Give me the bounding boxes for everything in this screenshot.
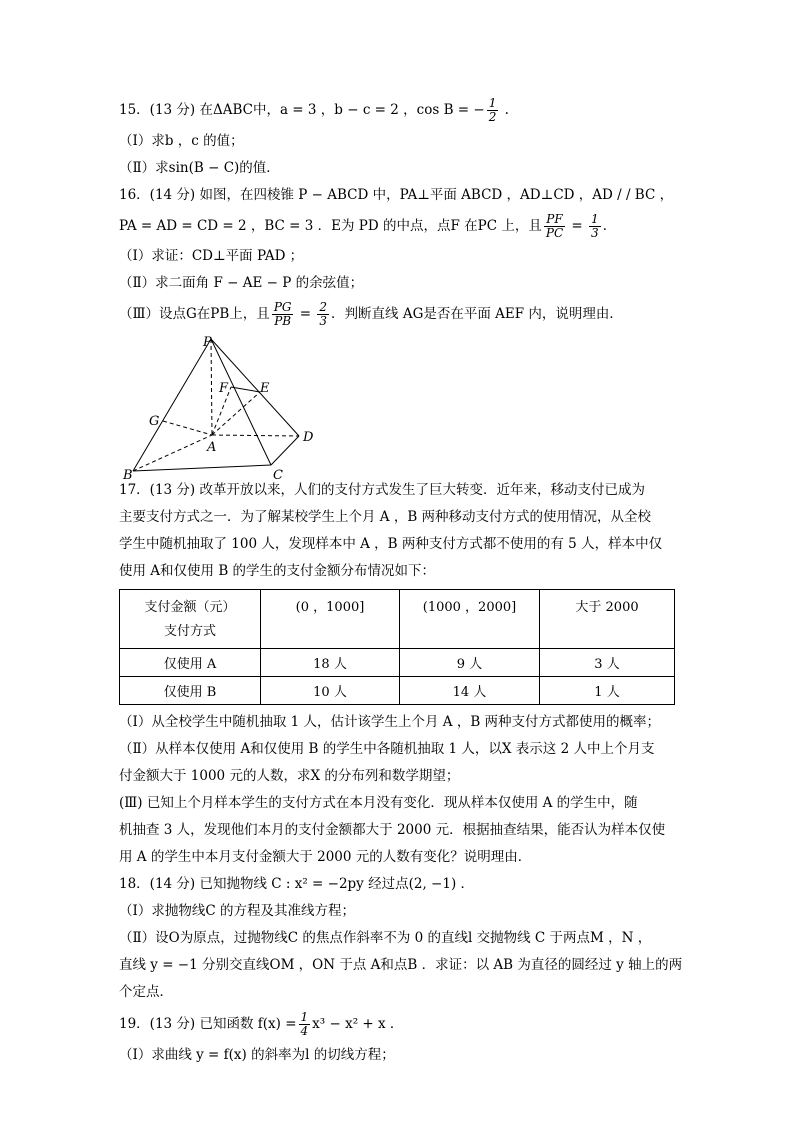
table-cell: 1 人 [540, 677, 675, 705]
problem-17-stem-line-4: 使用 A和仅使用 B 的学生的支付金额分布情况如下： [119, 563, 436, 579]
fraction: $\frac{1}{2}$ [488, 96, 497, 124]
problem-15-part-2: （Ⅱ）求sin(B − C)的值． [119, 160, 280, 176]
label-C: C [273, 468, 283, 480]
problem-19-part-1: （Ⅰ）求曲线 y = f(x) 的斜率为l 的切线方程； [119, 1047, 395, 1063]
problem-16-stem-line-2: PA = AD = CD = 2 ，BC = 3 ．E为 PD 的中点，点F 在PC 上，且 $\frac{PF}{PC}$ = $\frac{1}{3}$ ． [119, 212, 617, 240]
problem-18-part-1: （Ⅰ）求抛物线C 的方程及其准线方程； [119, 903, 355, 919]
problem-15-stem: 15．(13 分) 在ΔABC中，a = 3 ，b − c = 2 ，cos B = − $\frac{1}{2}$ . [119, 96, 509, 124]
table-cell: 10 人 [261, 677, 400, 705]
edge-CD [271, 436, 299, 465]
fraction: $\frac{2}{3}$ [319, 300, 328, 328]
problem-17-part-3-line-2: 机抽查 3 人，发现他们本月的支付金额都大于 2000 元．根据抽查结果，能否认为样本仅使 [119, 822, 666, 838]
table-header-cell: (1000 ，2000] [400, 590, 540, 649]
table-header-cell: 支付金额（元） 支付方式 [120, 590, 261, 649]
problem-17-part-3-line-3: 用 A 的学生中本月支付金额大于 2000 元的人数有变化？说明理由． [119, 849, 532, 865]
label-B: B [123, 468, 133, 480]
table-cell: 14 人 [400, 677, 540, 705]
pyramid-diagram [119, 335, 339, 480]
exam-page [119, 92, 683, 1069]
problem-16-part-2: （Ⅱ）求二面角 F − AE − P 的余弦值； [119, 275, 364, 291]
problem-17-part-2-line-2: 付金额大于 1000 元的人数，求X 的分布列和数学期望； [119, 768, 460, 784]
problem-18-part-2-line-1: （Ⅱ）设O为原点，过抛物线C 的焦点作斜率不为 0 的直线l 交抛物线 C 于两点M ，N ， [119, 930, 652, 946]
edge-PC [211, 339, 271, 465]
fraction: $\frac{PF}{PC}$ [545, 212, 564, 240]
edge-AD [212, 435, 299, 436]
problem-17-stem-line-2: 主要支付方式之一．为了解某校学生上个月 A ，B 两种移动支付方式的使用情况，从全校 [119, 509, 652, 525]
label-E: E [260, 381, 270, 396]
problem-18-part-2-line-2: 直线 y = −1 分别交直线OM ，ON 于点 A和点B ．求证：以 AB 为直径的圆经过 y 轴上的两 [119, 957, 683, 973]
edge-BC [133, 465, 271, 471]
fraction: $\frac{1}{3}$ [591, 212, 599, 240]
problem-15-part-1: （Ⅰ）求b ，c 的值； [119, 133, 244, 149]
problem-16-stem-line-1: 16．(14 分) 如图，在四棱锥 P − ABCD 中，PA⊥平面 ABCD ，AD⊥CD ，AD / / BC ， [119, 187, 674, 203]
problem-19-stem: 19．(13 分) 已知函数 f(x) = $\frac{1}{4}$ x³ − x² + x ． [119, 1010, 404, 1038]
label-F: F [219, 381, 229, 396]
problem-16-part-3: （Ⅲ）设点G在PB上，且 $\frac{PG}{PB}$ = $\frac{2}{3}$ ．判断直线 AG是否在平面 AEF 内，说明理由． [119, 300, 623, 328]
pyramid-figure [119, 335, 679, 480]
edge-BA [133, 435, 212, 471]
table-cell: 仅使用 B [120, 677, 261, 705]
label-G: G [149, 414, 160, 429]
edge-PA [211, 339, 212, 435]
edge-PB [133, 339, 211, 471]
problem-17-part-3-line-1: (Ⅲ) 已知上个月样本学生的支付方式在本月没有变化．现从样本仅使用 A 的学生中，随 [119, 795, 638, 811]
label-A: A [207, 440, 217, 455]
edge-AE [212, 392, 260, 435]
label-D: D [303, 430, 314, 445]
table-row [120, 677, 675, 705]
payment-table [119, 589, 675, 705]
problem-18-part-2-line-3: 个定点． [119, 984, 173, 1000]
table-row [120, 649, 675, 677]
table-header-row [120, 590, 675, 649]
problem-17-part-1: （Ⅰ）从全校学生中随机抽取 1 人，估计该学生上个月 A ，B 两种支付方式都使用的概率； [119, 714, 661, 730]
problem-17-stem-line-1: 17．(13 分) 改革开放以来，人们的支付方式发生了巨大转变．近年来，移动支付已成为 [119, 482, 645, 498]
table-cell: 仅使用 A [120, 649, 261, 677]
table-cell: 3 人 [540, 649, 675, 677]
fraction: $\frac{PG}{PB}$ [273, 300, 292, 328]
problem-16-part-1: （Ⅰ）求证：CD⊥平面 PAD ； [119, 248, 304, 264]
fraction: $\frac{1}{4}$ [300, 1010, 309, 1038]
table-header-cell: 大于 2000 [540, 590, 675, 649]
table-header-cell: (0 ，1000] [261, 590, 400, 649]
table-cell: 18 人 [261, 649, 400, 677]
label-P: P [203, 335, 212, 350]
edge-GA [163, 421, 212, 435]
problem-18-stem: 18．(14 分) 已知抛物线 C : x² = −2py 经过点(2, −1) ． [119, 876, 475, 892]
problem-17-stem-line-3: 学生中随机抽取了 100 人，发现样本中 A ，B 两种支付方式都不使用的有 5 人，样本中仅 [119, 536, 663, 552]
problem-17-part-2-line-1: （Ⅱ）从样本仅使用 A和仅使用 B 的学生中各随机抽取 1 人，以X 表示这 2 人中上个月支 [119, 741, 655, 757]
table-cell: 9 人 [400, 649, 540, 677]
